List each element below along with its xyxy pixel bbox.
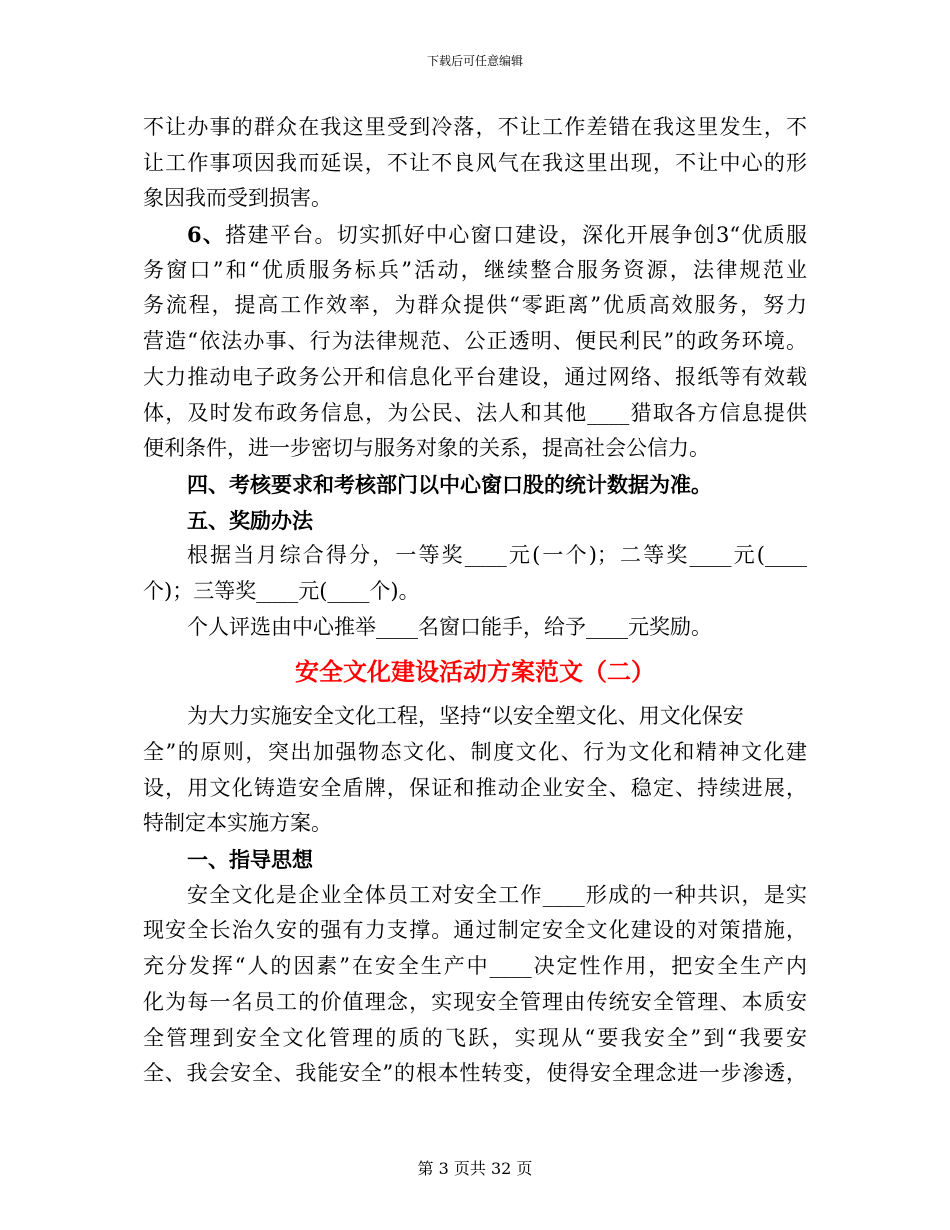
page-header: 下载后可任意编辑 [426, 54, 523, 68]
page-footer: 第 3 页共 32 页 [417, 1159, 533, 1178]
text-line: 现安全长治久安的强有力支撑。通过制定安全文化建设的对策措施， [143, 918, 807, 943]
text-line: 让工作事项因我而延误，不让不良风气在我这里出现，不让中心的形 [143, 150, 807, 175]
text-line: 个)；三等奖____元(____个)。 [143, 578, 420, 603]
section-title: 安全文化建设活动方案范文（二） [295, 658, 655, 687]
heading-rewards: 五、奖励办法 [187, 507, 313, 533]
text-line: 化为每一名员工的价值理念，实现安全管理由传统安全管理、本质安 [143, 989, 807, 1014]
item-number: 6、 [187, 222, 226, 248]
heading-guiding-thought: 一、指导思想 [187, 847, 313, 873]
text-line: 大力推动电子政务公开和信息化平台建设，通过网络、报纸等有效载 [143, 364, 807, 389]
text-line: 全”的原则，突出加强物态文化、制度文化、行为文化和精神文化建 [143, 740, 807, 764]
text-line: 便利条件，进一步密切与服务对象的关系，提高社会公信力。 [143, 436, 710, 461]
text-line: 个人评选由中心推举____名窗口能手，给予____元奖励。 [187, 614, 712, 639]
text-line: 务流程，提高工作效率，为群众提供“零距离”优质高效服务，努力 [143, 293, 807, 318]
document-body [143, 110, 807, 1092]
text-line: 全、我会安全、我能安全”的根本性转变，使得安全理念进一步渗透， [143, 1061, 807, 1086]
text-line: 体，及时发布政务信息，为公民、法人和其他____猎取各方信息提供 [143, 400, 807, 425]
text-line: 营造“依法办事、行为法律规范、公正透明、便民利民”的政务环境。 [143, 329, 807, 354]
text-line: 为大力实施安全文化工程，坚持“以安全塑文化、用文化保安 [187, 704, 744, 729]
text-line: 全管理到安全文化管理的质的飞跃，实现从“要我安全”到“我要安 [143, 1025, 807, 1050]
text-line: 安全文化是企业全体员工对安全工作____形成的一种共识，是实 [187, 882, 807, 907]
text-line: 根据当月综合得分，一等奖____元(一个)；二等奖____元(____ [187, 543, 807, 568]
text-line: 象因我而受到损害。 [143, 186, 332, 211]
text-span: 搭建平台。切实抓好中心窗口建设，深化开展争创3“优质服 [225, 223, 807, 248]
text-line: 务窗口”和“优质服务标兵”活动，继续整合服务资源，法律规范业 [143, 257, 807, 282]
heading-assessment: 四、考核要求和考核部门以中心窗口股的统计数据为准。 [187, 471, 712, 497]
text-line: 特制定本实施方案。 [143, 811, 332, 836]
text-line: 不让办事的群众在我这里受到冷落，不让工作差错在我这里发生，不 [143, 115, 807, 139]
text-line: 充分发挥“人的因素”在安全生产中____决定性作用，把安全生产内 [143, 954, 807, 979]
text-line: 设，用文化铸造安全盾牌，保证和推动企业安全、稳定、持续进展， [143, 775, 807, 800]
paragraph-6-first-line [143, 217, 807, 253]
